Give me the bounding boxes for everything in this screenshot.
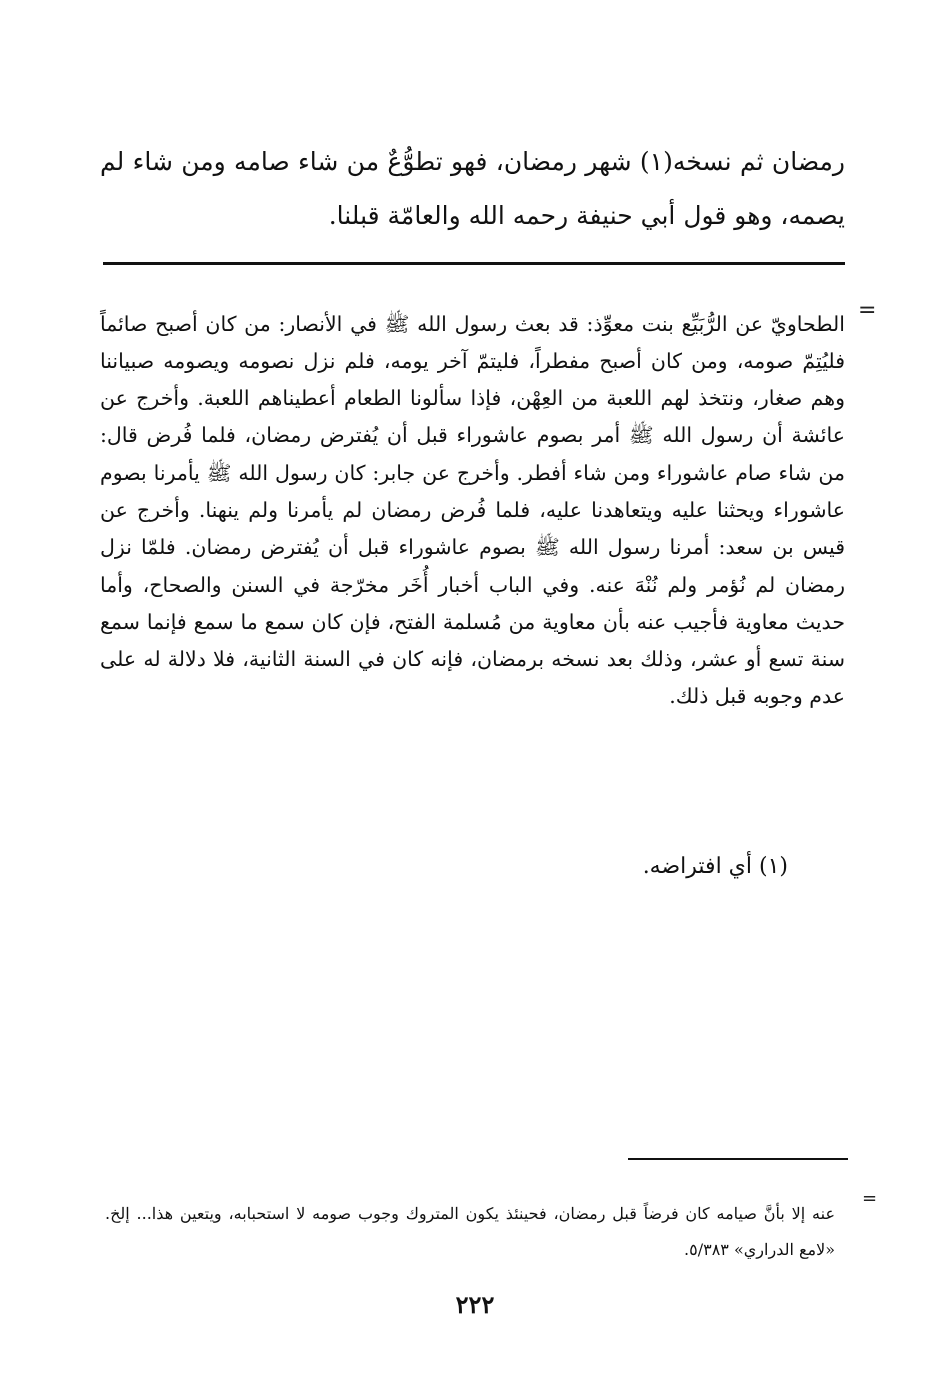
lower-continuation-marker: = <box>862 1188 878 1209</box>
footnote-separator <box>103 262 845 265</box>
lower-footnote-separator <box>628 1158 848 1160</box>
main-text-paragraph: رمضان ثم نسخه(١) شهر رمضان، فهو تطوُّعٌ من شاء صامه ومن شاء لم يصمه، وهو قول أبي حنيفة رحمه الله والعامّة قبلنا. <box>100 147 845 230</box>
footnote-1: (١) أي افتراضه. <box>642 854 788 879</box>
commentary-note: الطحاويّ عن الرُّبَيِّع بنت معوِّذ: قد بعث رسول الله ﷺ في الأنصار: من كان أصبح صائماً فليُتِمّ صومه، ومن كان أصبح مفطراً، فليتمّ آخر يومه، فلم نزل نصومه ويصومه صبياننا وهم صغار، ونتخذ لهم اللعبة من العِهْن، فإذا سألونا الطعام أعطيناهم اللعبة. وأخرج عن عائشة أن رسول الله ﷺ أمر بصوم عاشوراء قبل أن يُفترض رمضان، فلما فُرض قال: من شاء صام عاشوراء ومن شاء أفطر. وأخرج عن جابر: كان رسول الله ﷺ يأمرنا بصوم عاشوراء ويحثنا عليه ويتعاهدنا عليه، فلما فُرض رمضان لم يأمرنا ولم ينهنا. وأخرج عن قيس بن سعد: أمرنا رسول الله ﷺ بصوم عاشوراء قبل أن يُفترض رمضان. فلمّا نزل رمضان لم نُؤمر ولم نُنْهَ عنه. وفي الباب أخبار أُخَر مخرّجة في السنن والصحاح، وأما حديث معاوية فأجيب عنه بأن معاوية من مُسلمة الفتح، فإن كان سمع ما سمع فإنما سمع سنة تسع أو عشر، وذلك بعد نسخه برمضان، فإنه كان في السنة الثانية، فلا دلالة له على عدم وجوبه قبل ذلك. <box>100 311 845 709</box>
page-number: ٢٢٢ <box>455 1290 495 1319</box>
continued-footnote: عنه إلا بأنَّ صيامه كان فرضاً قبل رمضان، فحينئذ يكون المتروك وجوب صومه لا استحبابه، ويتعين هذا... إلخ. «لامع الدراري» ٥/٣٨٣. <box>105 1204 835 1259</box>
continuation-marker: = <box>858 298 877 323</box>
